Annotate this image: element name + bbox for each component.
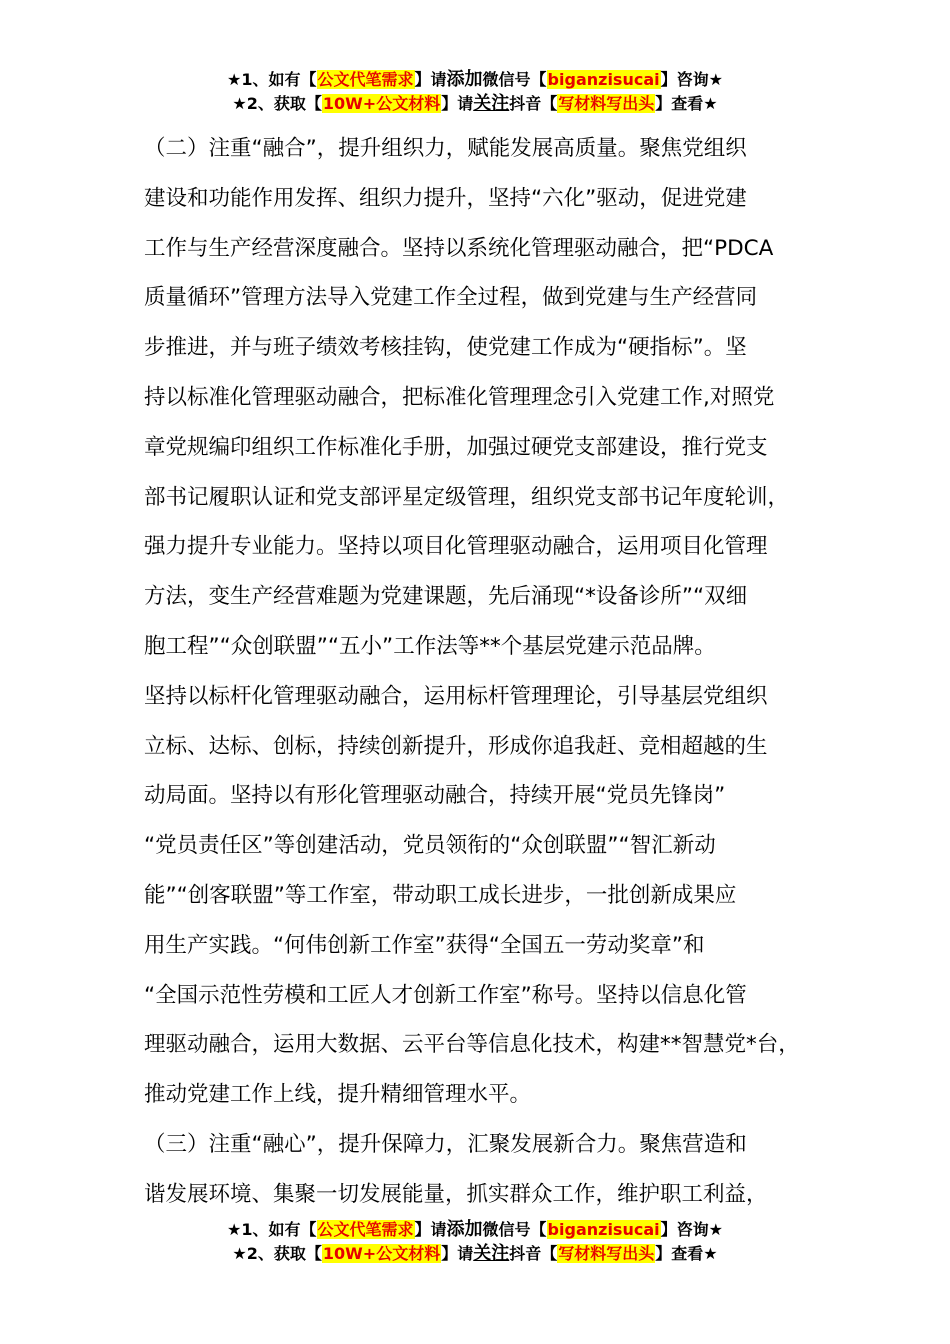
highlight-materials: 10W+公文材料 (322, 1244, 441, 1263)
banner-line-2 (0, 92, 950, 116)
banner-text: 微信号【 (482, 70, 547, 89)
text-line: 立标、达标、创标，持续创新提升，形成你追我赶、竞相超越的生 (144, 733, 768, 759)
highlight-ghostwriting: 公文代笔需求 (317, 1220, 414, 1239)
text-line: 质量循环”管理方法导入党建工作全过程，做到党建与生产经营同 (144, 285, 758, 311)
highlight-wechat-id: biganzisucai (547, 1220, 660, 1239)
banner-text: 】咨询★ (660, 70, 723, 89)
banner-text: ★1、如有【 (227, 1220, 317, 1239)
text-line: 持以标准化管理驱动融合，把标准化管理理念引入党建工作,对照党 (144, 384, 775, 410)
text-line: 部书记履职认证和党支部评星定级管理，组织党支部书记年度轮训， (144, 484, 790, 510)
document-body (144, 124, 834, 1220)
banner-text: 】请 (414, 1220, 447, 1239)
highlight-douyin: 写材料写出头 (558, 1244, 655, 1263)
banner-line-2 (0, 1242, 950, 1266)
banner-text: 】查看★ (655, 1244, 718, 1263)
banner-text: 微信号【 (482, 1220, 547, 1239)
text-line: 动局面。坚持以有形化管理驱动融合，持续开展“党员先锋岗” (144, 783, 726, 809)
text-line: 章党规编印组织工作标准化手册，加强过硬党支部建设，推行党支 (144, 434, 768, 460)
text-line: 能”“创客联盟”等工作室，带动职工成长进步，一批创新成果应 (144, 882, 737, 908)
banner-line-1 (0, 68, 950, 92)
banner-emphasis: 添加 (446, 69, 483, 90)
text-line: “全国示范性劳模和工匠人才创新工作室”称号。坚持以信息化管 (144, 982, 747, 1008)
banner-text: 】请 (441, 1244, 474, 1263)
promo-banner-top (0, 68, 950, 116)
text-line: 方法，变生产经营难题为党建课题，先后涌现“*设备诊所”“双细 (144, 584, 748, 610)
banner-text: 】咨询★ (660, 1220, 723, 1239)
text-line: 推动党建工作上线，提升精细管理水平。 (144, 1082, 532, 1108)
text-line: 步推进，并与班子绩效考核挂钩，使党建工作成为“硬指标”。坚 (144, 335, 747, 361)
text-line: 胞工程”“众创联盟”“五小”工作法等**个基层党建示范品牌。 (144, 633, 716, 659)
text-line: 谐发展环境、集聚一切发展能量，抓实群众工作，维护职工利益， (144, 1181, 768, 1207)
text-line: （二）注重“融合”，提升组织力，赋能发展高质量。聚焦党组织 (144, 136, 747, 161)
text-line: 强力提升专业能力。坚持以项目化管理驱动融合，运用项目化管理 (144, 534, 768, 560)
banner-text: 】请 (441, 94, 474, 113)
banner-text: ★2、获取【 (232, 94, 322, 113)
text-line: 工作与生产经营深度融合。坚持以系统化管理驱动融合，把“PDCA (144, 235, 774, 261)
text-line: 用生产实践。“何伟创新工作室”获得“全国五一劳动奖章”和 (144, 932, 705, 958)
banner-text: 抖音【 (509, 94, 558, 113)
banner-text: ★2、获取【 (232, 1244, 322, 1263)
banner-emphasis: 关注 (473, 93, 510, 114)
highlight-ghostwriting: 公文代笔需求 (317, 70, 414, 89)
text-line: （三）注重“融心”，提升保障力，汇聚发展新合力。聚焦营造和 (144, 1131, 747, 1157)
banner-line-1 (0, 1218, 950, 1242)
highlight-douyin: 写材料写出头 (558, 94, 655, 113)
banner-text: 抖音【 (509, 1244, 558, 1263)
banner-text: 】请 (414, 70, 447, 89)
text-line: “党员责任区”等创建活动，党员领衔的“众创联盟”“智汇新动 (144, 833, 716, 859)
highlight-wechat-id: biganzisucai (547, 70, 660, 89)
promo-banner-bottom (0, 1218, 950, 1266)
highlight-materials: 10W+公文材料 (322, 94, 441, 113)
banner-emphasis: 添加 (446, 1219, 483, 1240)
banner-text: 】查看★ (655, 94, 718, 113)
banner-emphasis: 关注 (473, 1243, 510, 1264)
text-line: 坚持以标杆化管理驱动融合，运用标杆管理理论，引导基层党组织 (144, 683, 768, 709)
text-line: 建设和功能作用发挥、组织力提升，坚持“六化”驱动，促进党建 (144, 185, 747, 211)
banner-text: ★1、如有【 (227, 70, 317, 89)
text-line: 理驱动融合，运用大数据、云平台等信息化技术，构建**智慧党*台， (144, 1032, 800, 1058)
